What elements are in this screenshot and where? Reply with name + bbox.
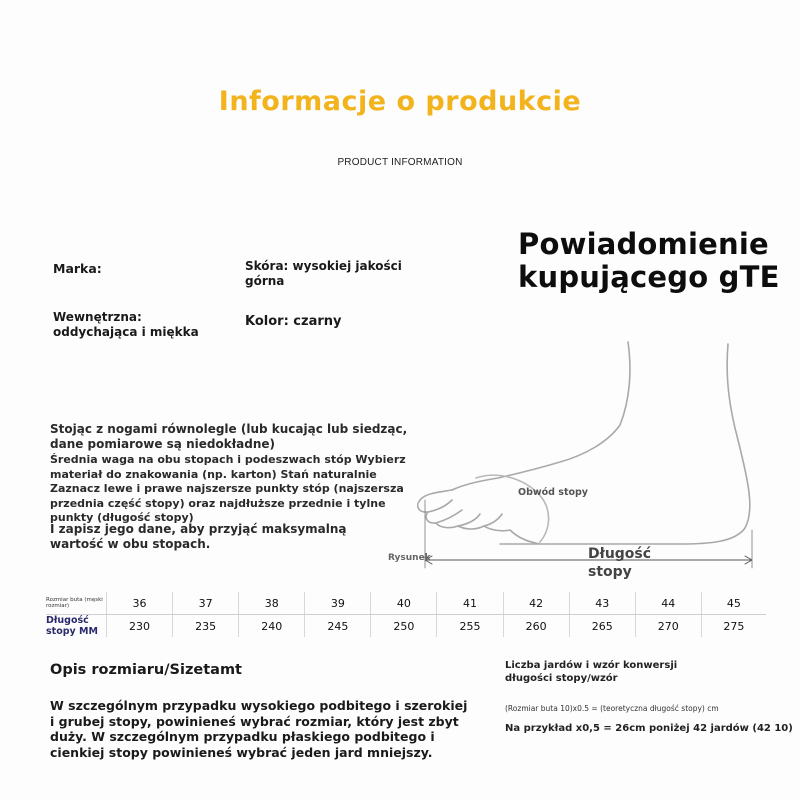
size-description-body: W szczególnym przypadku wysokiego podbitego i szerokiej i grubej stopy, powinieneś wybrać rozmiar, który jest zbyt duży. W szczególnym przypadku płaskiego podbitego i cienkiej stopy powinieneś wybrać jeden jard mniejszy. — [50, 698, 468, 760]
size-cell: 36 — [107, 592, 173, 615]
inner-spec-line2: oddychająca i miękka — [53, 325, 199, 339]
leather-spec-line2: górna — [245, 274, 285, 288]
length-cell: 265 — [569, 615, 635, 638]
instruction-record: I zapisz jego dane, aby przyjąć maksymalną wartość w obu stopach. — [50, 522, 347, 551]
length-cell: 250 — [371, 615, 437, 638]
buyer-notice-line2: kupującego gTE — [518, 260, 780, 294]
conversion-title-line1: Liczba jardów i wzór konwersji — [505, 660, 678, 671]
size-table — [46, 592, 766, 637]
conversion-title-line2: długości stopy/wzór — [505, 673, 618, 684]
size-cell: 39 — [305, 592, 371, 615]
size-cell: 40 — [371, 592, 437, 615]
size-row-label: Rozmiar buta (męski rozmiar) — [46, 592, 107, 615]
length-row-label-line1: Długość — [46, 615, 89, 626]
instruction-marking: Średnia waga na obu stopach i podeszwach stóp Wybierz materiał do znakowania (np. karton) Stań naturalnie Zaznacz lewe i prawe najszersze punkty stóp (najszersza przednia część stopy) oraz najdłuższe przednie i tylne punkty (długość stopy) — [50, 453, 406, 524]
leather-spec-line1: Skóra: wysokiej jakości — [245, 259, 402, 273]
size-cell: 43 — [569, 592, 635, 615]
length-cell: 255 — [437, 615, 503, 638]
size-cell: 42 — [503, 592, 569, 615]
length-row-label — [46, 615, 107, 638]
inner-spec-line1: Wewnętrzna: — [53, 310, 142, 324]
length-cell: 260 — [503, 615, 569, 638]
length-cell: 245 — [305, 615, 371, 638]
conversion-formula: (Rozmiar buta 10)x0.5 = (teoretyczna długość stopy) cm — [505, 704, 719, 713]
buyer-notice — [518, 228, 788, 294]
size-row — [46, 592, 766, 615]
conversion-example: Na przykład x0,5 = 26cm poniżej 42 jardów (42 10) — [505, 723, 793, 734]
buyer-notice-line1: Powiadomienie — [518, 227, 769, 261]
length-cell: 270 — [635, 615, 701, 638]
page-subtitle: PRODUCT INFORMATION — [337, 157, 463, 168]
size-cell: 38 — [239, 592, 305, 615]
foot-outline-icon — [380, 330, 780, 590]
length-cell: 275 — [723, 619, 745, 633]
length-row-label-line2: stopy MM — [46, 626, 98, 637]
brand-label: Marka: — [53, 261, 102, 276]
instruction-standing: Stojąc z nogami równolegle (lub kucając lub siedząc, dane pomiarowe są niedokładne) — [50, 422, 408, 451]
size-description-title: Opis rozmiaru/Sizetamt — [50, 662, 242, 678]
leather-spec — [245, 259, 415, 289]
length-cell: 235 — [173, 615, 239, 638]
foot-length-line2: stopy — [588, 564, 632, 580]
color-spec: Kolor: czarny — [245, 314, 342, 329]
size-cell: 44 — [635, 592, 701, 615]
length-cell: 230 — [107, 615, 173, 638]
foot-length-line1: Długość — [588, 546, 652, 562]
page-title: Informacje o produkcie — [218, 86, 582, 117]
inner-spec — [53, 310, 233, 340]
circumference-label: Obwód stopy — [518, 487, 589, 498]
size-cell: 37 — [173, 592, 239, 615]
length-row — [46, 615, 766, 638]
size-cell: 45 — [701, 592, 766, 615]
foot-length-label — [588, 545, 651, 581]
conversion-title — [505, 659, 765, 685]
size-cell: 41 — [437, 592, 503, 615]
length-cell: 240 — [239, 615, 305, 638]
drawing-label: Rysunek — [388, 553, 431, 563]
